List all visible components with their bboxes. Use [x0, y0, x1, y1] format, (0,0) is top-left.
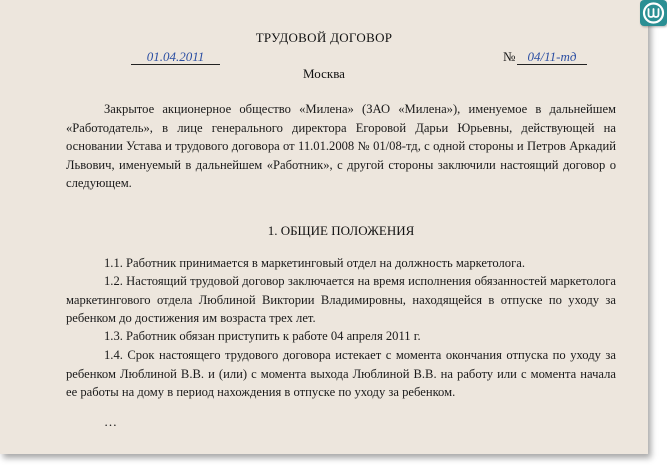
- clause-1-1: 1.1. Работник принимается в маркетинговый отдел на должность маркетолога.: [104, 256, 525, 270]
- section-title: 1. ОБЩИЕ ПОЛОЖЕНИЯ: [267, 223, 415, 238]
- clause-1-2: 1.2. Настоящий трудовой договор заключается на время исполнения обязанностей маркетолога маркетингового отдела Люблиной Виктории Владимировны, находящейся в отпуске по уходу за ребенком до достижения им возраста трех лет.: [66, 274, 616, 325]
- contract-city: Москва: [303, 66, 345, 81]
- clause-1-3: 1.3. Работник обязан приступить к работе 04 апреля 2011 г.: [104, 329, 421, 343]
- preamble-paragraph: Закрытое акционерное общество «Милена» (ЗАО «Милена»), именуемое в дальнейшем «Работодатель», в лице генерального директора Егоровой Дарьи Юрьевны, действующей на основании Устава и трудового договора от 11.01.2008 № 01/08-тд, с одной стороны и Петров Аркадий Львович, именуемый в дальнейшем «Работник», с другой стороны заключили настоящий договор о следующем.: [66, 102, 616, 190]
- clause-1-4: 1.4. Срок настоящего трудового договора истекает с момента окончания отпуска по уходу за ребенком Люблиной В.В. и (или) с момента выхода Люблиной В.В. на работу или с момента начала ее работы на дому в период нахождения в отпуске по уходу за ребенком.: [66, 348, 616, 399]
- publisher-logo-icon: [640, 0, 667, 26]
- contract-number: 04/11-тд: [517, 49, 587, 65]
- contract-date: 01.04.2011: [131, 49, 220, 65]
- continuation-ellipsis: …: [104, 414, 117, 429]
- number-label: №: [503, 49, 516, 64]
- document-title: ТРУДОВОЙ ДОГОВОР: [255, 30, 393, 45]
